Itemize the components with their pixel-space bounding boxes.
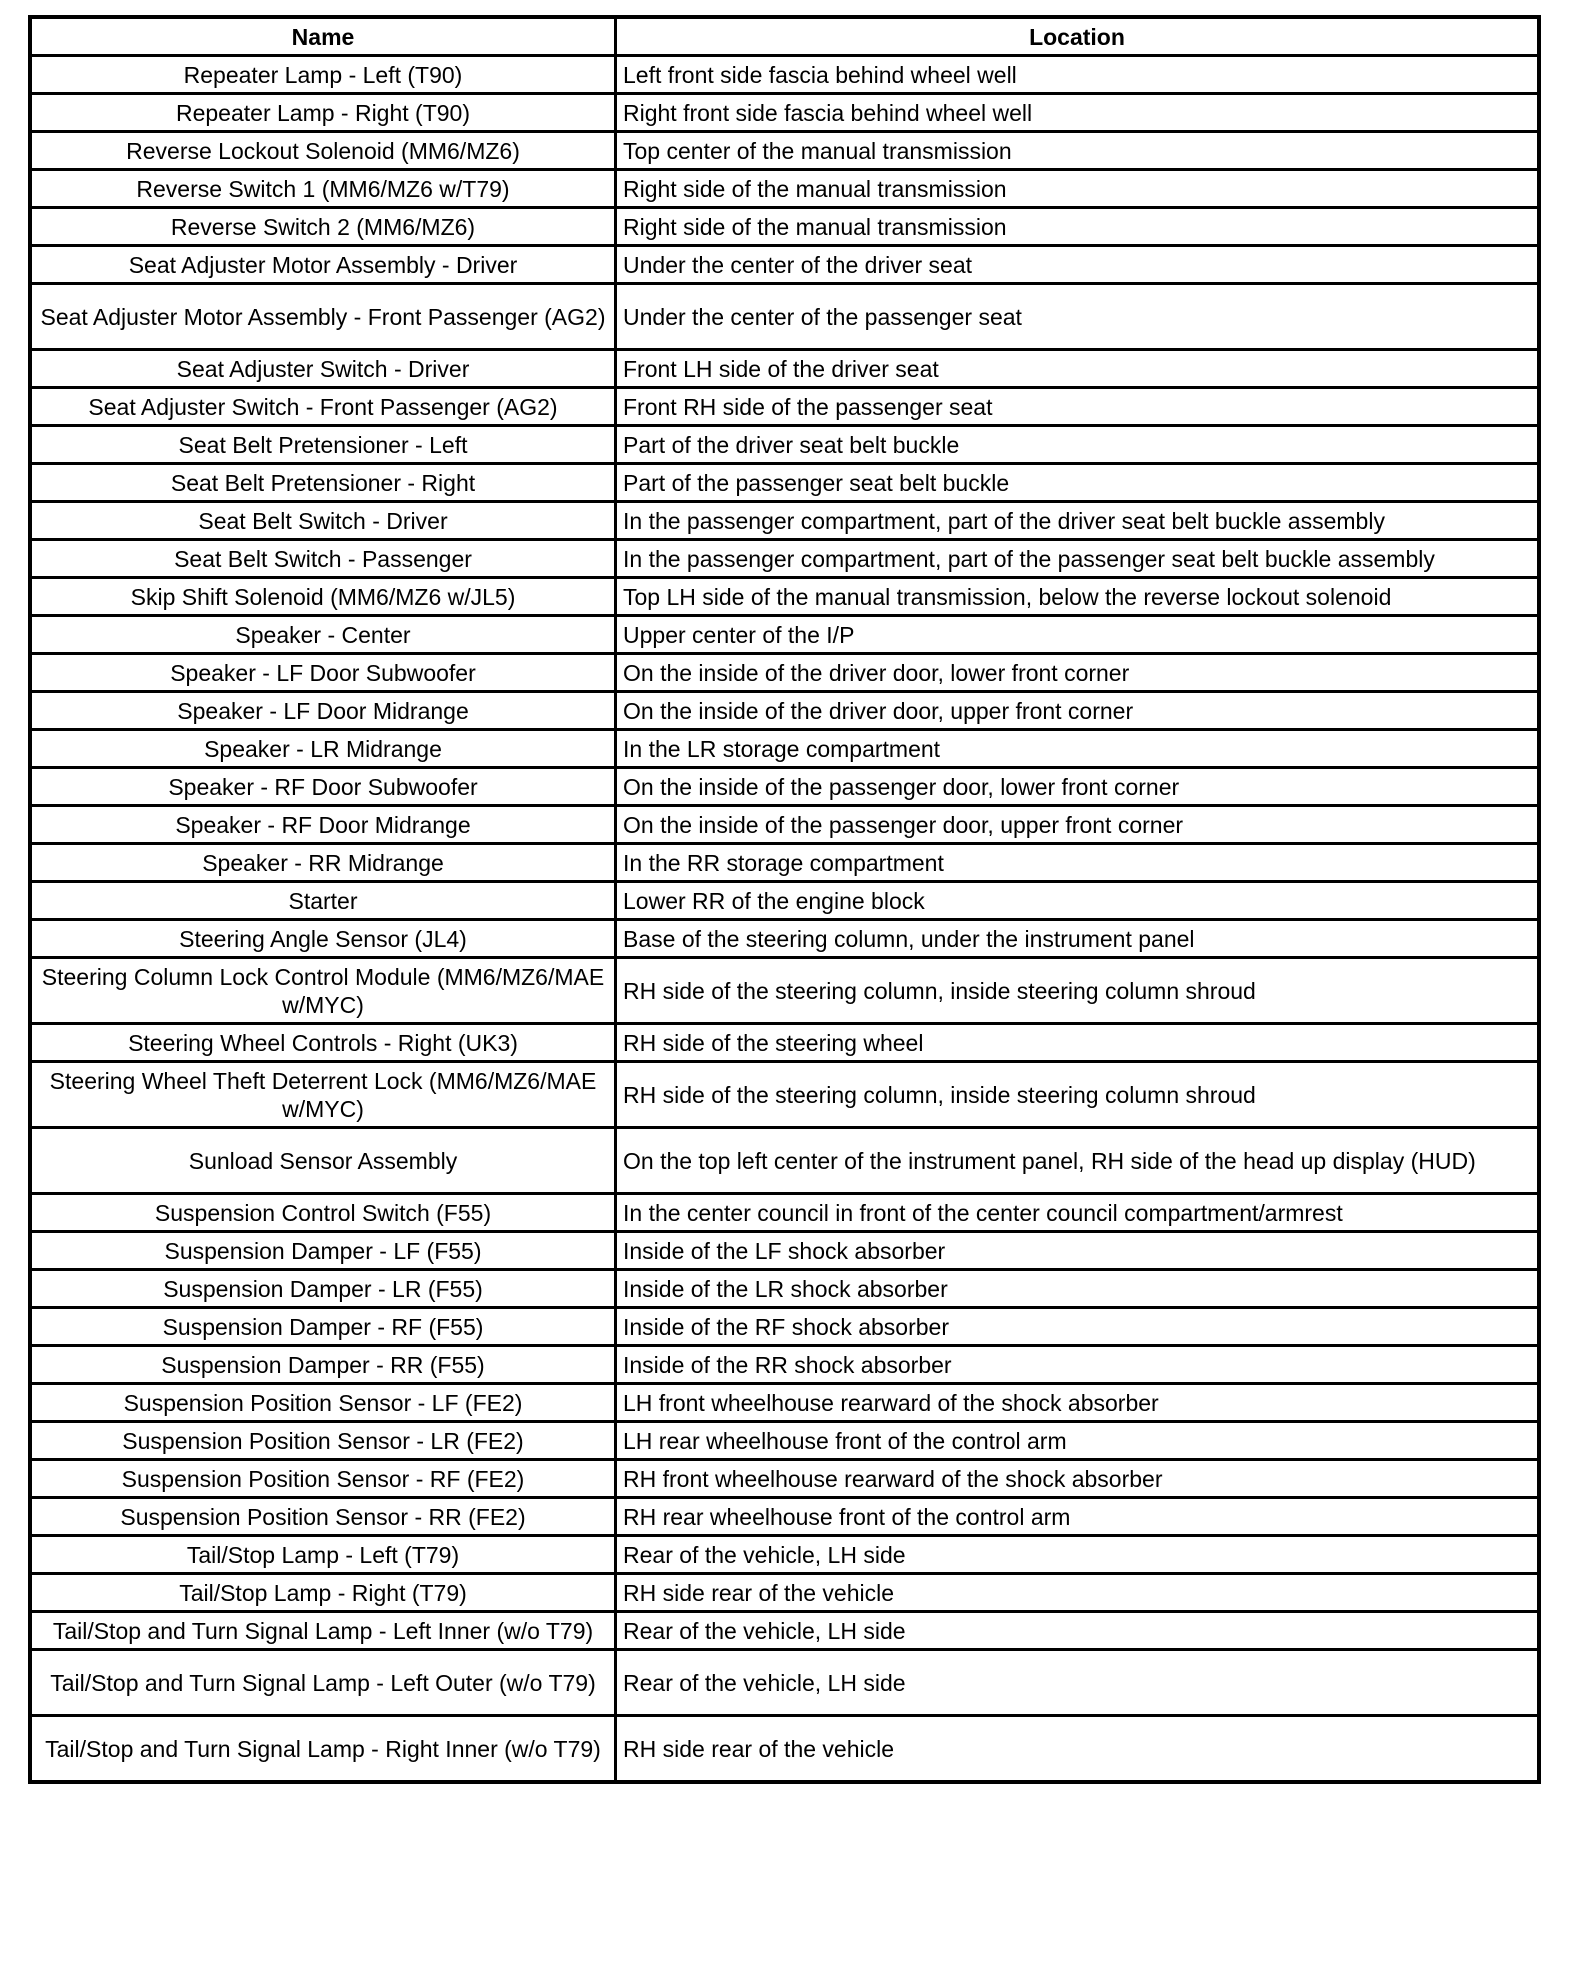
component-location-cell: On the inside of the driver door, lower front corner bbox=[616, 654, 1540, 692]
component-name-cell: Sunload Sensor Assembly bbox=[30, 1128, 616, 1194]
table-row bbox=[30, 1650, 1539, 1716]
component-name-cell: Steering Wheel Controls - Right (UK3) bbox=[30, 1024, 616, 1062]
table-row bbox=[30, 246, 1539, 284]
component-name-cell: Seat Belt Pretensioner - Left bbox=[30, 426, 616, 464]
name-column-header: Name bbox=[30, 17, 616, 56]
component-name-cell: Suspension Damper - RF (F55) bbox=[30, 1308, 616, 1346]
component-location-cell: Left front side fascia behind wheel well bbox=[616, 56, 1540, 94]
table-row bbox=[30, 958, 1539, 1024]
component-name-cell: Starter bbox=[30, 882, 616, 920]
table-row bbox=[30, 540, 1539, 578]
component-location-cell: RH side rear of the vehicle bbox=[616, 1574, 1540, 1612]
table-row bbox=[30, 1384, 1539, 1422]
table-row bbox=[30, 1270, 1539, 1308]
table-row bbox=[30, 1422, 1539, 1460]
table-header-row bbox=[30, 17, 1539, 56]
component-name-cell: Steering Wheel Theft Deterrent Lock (MM6/MZ6/MAE w/MYC) bbox=[30, 1062, 616, 1128]
component-location-cell: Rear of the vehicle, LH side bbox=[616, 1536, 1540, 1574]
component-location-cell: RH side rear of the vehicle bbox=[616, 1716, 1540, 1783]
table-row bbox=[30, 882, 1539, 920]
table-row bbox=[30, 1232, 1539, 1270]
table-row bbox=[30, 1346, 1539, 1384]
table-row bbox=[30, 920, 1539, 958]
component-name-cell: Speaker - LF Door Midrange bbox=[30, 692, 616, 730]
component-name-cell: Speaker - RR Midrange bbox=[30, 844, 616, 882]
table-row bbox=[30, 616, 1539, 654]
table-row bbox=[30, 1024, 1539, 1062]
component-location-cell: Base of the steering column, under the instrument panel bbox=[616, 920, 1540, 958]
component-location-cell: In the passenger compartment, part of the passenger seat belt buckle assembly bbox=[616, 540, 1540, 578]
component-location-table bbox=[28, 15, 1541, 1784]
table-row bbox=[30, 1460, 1539, 1498]
component-name-cell: Tail/Stop and Turn Signal Lamp - Left Inner (w/o T79) bbox=[30, 1612, 616, 1650]
component-location-cell: In the RR storage compartment bbox=[616, 844, 1540, 882]
component-location-cell: On the inside of the passenger door, upper front corner bbox=[616, 806, 1540, 844]
component-location-cell: Part of the passenger seat belt buckle bbox=[616, 464, 1540, 502]
component-name-cell: Suspension Control Switch (F55) bbox=[30, 1194, 616, 1232]
component-location-cell: On the inside of the driver door, upper front corner bbox=[616, 692, 1540, 730]
component-name-cell: Skip Shift Solenoid (MM6/MZ6 w/JL5) bbox=[30, 578, 616, 616]
component-location-cell: Right side of the manual transmission bbox=[616, 208, 1540, 246]
component-location-cell: LH front wheelhouse rearward of the shock absorber bbox=[616, 1384, 1540, 1422]
table-row bbox=[30, 502, 1539, 540]
table-row bbox=[30, 1612, 1539, 1650]
component-name-cell: Speaker - Center bbox=[30, 616, 616, 654]
location-column-header: Location bbox=[616, 17, 1540, 56]
component-location-cell: Lower RR of the engine block bbox=[616, 882, 1540, 920]
component-location-cell: Right side of the manual transmission bbox=[616, 170, 1540, 208]
component-location-cell: In the passenger compartment, part of the driver seat belt buckle assembly bbox=[616, 502, 1540, 540]
component-name-cell: Steering Angle Sensor (JL4) bbox=[30, 920, 616, 958]
component-name-cell: Suspension Damper - LR (F55) bbox=[30, 1270, 616, 1308]
component-location-cell: RH front wheelhouse rearward of the shock absorber bbox=[616, 1460, 1540, 1498]
table-row bbox=[30, 208, 1539, 246]
component-name-cell: Seat Belt Switch - Driver bbox=[30, 502, 616, 540]
table-row bbox=[30, 56, 1539, 94]
table-row bbox=[30, 692, 1539, 730]
table-row bbox=[30, 1194, 1539, 1232]
component-name-cell: Suspension Position Sensor - RF (FE2) bbox=[30, 1460, 616, 1498]
component-location-cell: Upper center of the I/P bbox=[616, 616, 1540, 654]
component-location-cell: Inside of the RF shock absorber bbox=[616, 1308, 1540, 1346]
table-row bbox=[30, 1536, 1539, 1574]
component-location-cell: RH side of the steering wheel bbox=[616, 1024, 1540, 1062]
table-row bbox=[30, 844, 1539, 882]
component-name-cell: Tail/Stop and Turn Signal Lamp - Left Outer (w/o T79) bbox=[30, 1650, 616, 1716]
table-row bbox=[30, 426, 1539, 464]
component-name-cell: Tail/Stop Lamp - Left (T79) bbox=[30, 1536, 616, 1574]
component-name-cell: Reverse Lockout Solenoid (MM6/MZ6) bbox=[30, 132, 616, 170]
table-row bbox=[30, 1128, 1539, 1194]
component-name-cell: Seat Belt Switch - Passenger bbox=[30, 540, 616, 578]
table-row bbox=[30, 1716, 1539, 1783]
component-location-cell: In the center council in front of the center council compartment/armrest bbox=[616, 1194, 1540, 1232]
component-location-cell: Under the center of the driver seat bbox=[616, 246, 1540, 284]
component-location-cell: RH rear wheelhouse front of the control arm bbox=[616, 1498, 1540, 1536]
table-row bbox=[30, 1498, 1539, 1536]
component-name-cell: Seat Adjuster Motor Assembly - Front Passenger (AG2) bbox=[30, 284, 616, 350]
component-name-cell: Repeater Lamp - Right (T90) bbox=[30, 94, 616, 132]
component-location-cell: LH rear wheelhouse front of the control arm bbox=[616, 1422, 1540, 1460]
table-row bbox=[30, 1574, 1539, 1612]
component-name-cell: Reverse Switch 2 (MM6/MZ6) bbox=[30, 208, 616, 246]
component-location-cell: Front LH side of the driver seat bbox=[616, 350, 1540, 388]
component-name-cell: Speaker - RF Door Midrange bbox=[30, 806, 616, 844]
component-location-cell: Inside of the LF shock absorber bbox=[616, 1232, 1540, 1270]
component-name-cell: Suspension Position Sensor - RR (FE2) bbox=[30, 1498, 616, 1536]
component-name-cell: Suspension Position Sensor - LR (FE2) bbox=[30, 1422, 616, 1460]
component-name-cell: Seat Adjuster Switch - Driver bbox=[30, 350, 616, 388]
component-location-cell: Top LH side of the manual transmission, below the reverse lockout solenoid bbox=[616, 578, 1540, 616]
component-name-cell: Speaker - LR Midrange bbox=[30, 730, 616, 768]
table-row bbox=[30, 94, 1539, 132]
component-location-cell: In the LR storage compartment bbox=[616, 730, 1540, 768]
table-row bbox=[30, 388, 1539, 426]
component-location-cell: Top center of the manual transmission bbox=[616, 132, 1540, 170]
component-location-cell: On the top left center of the instrument panel, RH side of the head up display (HUD) bbox=[616, 1128, 1540, 1194]
component-location-cell: Under the center of the passenger seat bbox=[616, 284, 1540, 350]
component-name-cell: Seat Adjuster Switch - Front Passenger (AG2) bbox=[30, 388, 616, 426]
table-body bbox=[30, 56, 1539, 1783]
component-location-cell: RH side of the steering column, inside steering column shroud bbox=[616, 958, 1540, 1024]
table-row bbox=[30, 730, 1539, 768]
component-name-cell: Suspension Damper - RR (F55) bbox=[30, 1346, 616, 1384]
component-name-cell: Seat Belt Pretensioner - Right bbox=[30, 464, 616, 502]
component-name-cell: Repeater Lamp - Left (T90) bbox=[30, 56, 616, 94]
component-name-cell: Speaker - RF Door Subwoofer bbox=[30, 768, 616, 806]
table-row bbox=[30, 350, 1539, 388]
component-name-cell: Suspension Damper - LF (F55) bbox=[30, 1232, 616, 1270]
component-location-cell: Inside of the LR shock absorber bbox=[616, 1270, 1540, 1308]
component-location-cell: On the inside of the passenger door, lower front corner bbox=[616, 768, 1540, 806]
table-row bbox=[30, 1062, 1539, 1128]
component-location-cell: Front RH side of the passenger seat bbox=[616, 388, 1540, 426]
component-location-cell: Inside of the RR shock absorber bbox=[616, 1346, 1540, 1384]
table-row bbox=[30, 806, 1539, 844]
table-row bbox=[30, 654, 1539, 692]
component-location-cell: RH side of the steering column, inside steering column shroud bbox=[616, 1062, 1540, 1128]
table-row bbox=[30, 284, 1539, 350]
table-row bbox=[30, 170, 1539, 208]
component-location-cell: Part of the driver seat belt buckle bbox=[616, 426, 1540, 464]
component-name-cell: Tail/Stop Lamp - Right (T79) bbox=[30, 1574, 616, 1612]
table-row bbox=[30, 464, 1539, 502]
component-name-cell: Suspension Position Sensor - LF (FE2) bbox=[30, 1384, 616, 1422]
component-name-cell: Speaker - LF Door Subwoofer bbox=[30, 654, 616, 692]
component-name-cell: Tail/Stop and Turn Signal Lamp - Right Inner (w/o T79) bbox=[30, 1716, 616, 1783]
component-location-cell: Right front side fascia behind wheel well bbox=[616, 94, 1540, 132]
component-location-cell: Rear of the vehicle, LH side bbox=[616, 1612, 1540, 1650]
table-row bbox=[30, 578, 1539, 616]
component-name-cell: Seat Adjuster Motor Assembly - Driver bbox=[30, 246, 616, 284]
component-location-cell: Rear of the vehicle, LH side bbox=[616, 1650, 1540, 1716]
table-row bbox=[30, 768, 1539, 806]
component-name-cell: Steering Column Lock Control Module (MM6/MZ6/MAE w/MYC) bbox=[30, 958, 616, 1024]
table-row bbox=[30, 132, 1539, 170]
component-name-cell: Reverse Switch 1 (MM6/MZ6 w/T79) bbox=[30, 170, 616, 208]
table-row bbox=[30, 1308, 1539, 1346]
